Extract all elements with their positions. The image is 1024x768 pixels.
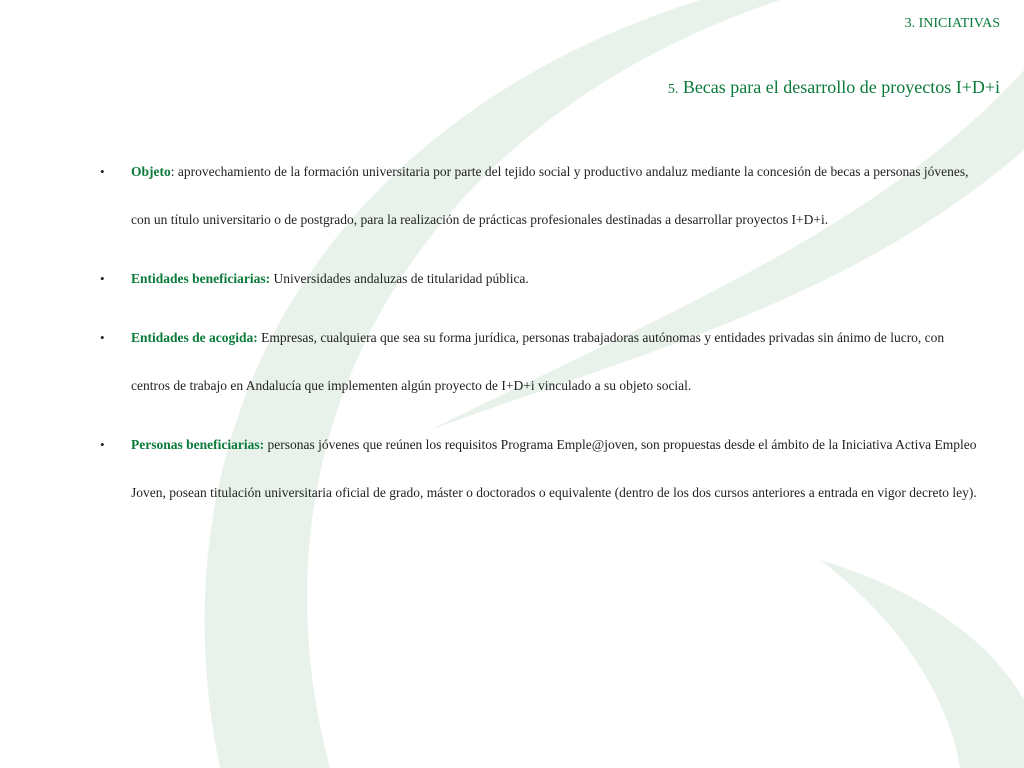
right-bottom-swoosh [820, 560, 1024, 768]
bullet-term: Entidades de acogida: [131, 330, 258, 345]
slide-title [668, 77, 1000, 98]
bullet-dot-icon: • [100, 437, 105, 452]
bullet-objeto [100, 148, 980, 244]
bullet-dot-icon: • [100, 164, 105, 179]
bullet-list [100, 148, 980, 528]
title-text: Becas para el desarrollo de proyectos I+D+i [682, 77, 1000, 97]
bullet-entidades-beneficiarias [100, 255, 980, 303]
bullet-dot-icon: • [100, 271, 105, 286]
section-label: 3. INICIATIVAS [904, 16, 1000, 31]
title-number: 5. [667, 82, 679, 97]
bullet-personas-beneficiarias [100, 421, 980, 517]
bullet-term: Personas beneficiarias: [131, 437, 265, 452]
bullet-text: Universidades andaluzas de titularidad pública. [270, 271, 529, 286]
bullet-dot-icon: • [100, 330, 105, 345]
bullet-text: personas jóvenes que reúnen los requisitos Programa Emple@joven, son propuestas desde el ámbito de la Iniciativa Activa Empleo Joven, posean titulación universitaria oficial de grado, máster o doctorados o equivalente (dentro de los dos cursos anteriores a entrada en vigor decreto ley). [131, 437, 977, 500]
bullet-text: : aprovechamiento de la formación universitaria por parte del tejido social y productivo andaluz mediante la concesión de becas a personas jóvenes, con un título universitario o de postgrado, para la realización de prácticas profesionales destinadas a desarrollar proyectos I+D+i. [131, 164, 969, 227]
bullet-entidades-de-acogida [100, 314, 980, 410]
bullet-term: Objeto [131, 164, 171, 179]
bullet-text: Empresas, cualquiera que sea su forma jurídica, personas trabajadoras autónomas y entidades privadas sin ánimo de lucro, con centros de trabajo en Andalucía que implementen algún proyecto de I+D+i vinculado a su objeto social. [131, 330, 945, 393]
bullet-term: Entidades beneficiarias: [131, 271, 271, 286]
